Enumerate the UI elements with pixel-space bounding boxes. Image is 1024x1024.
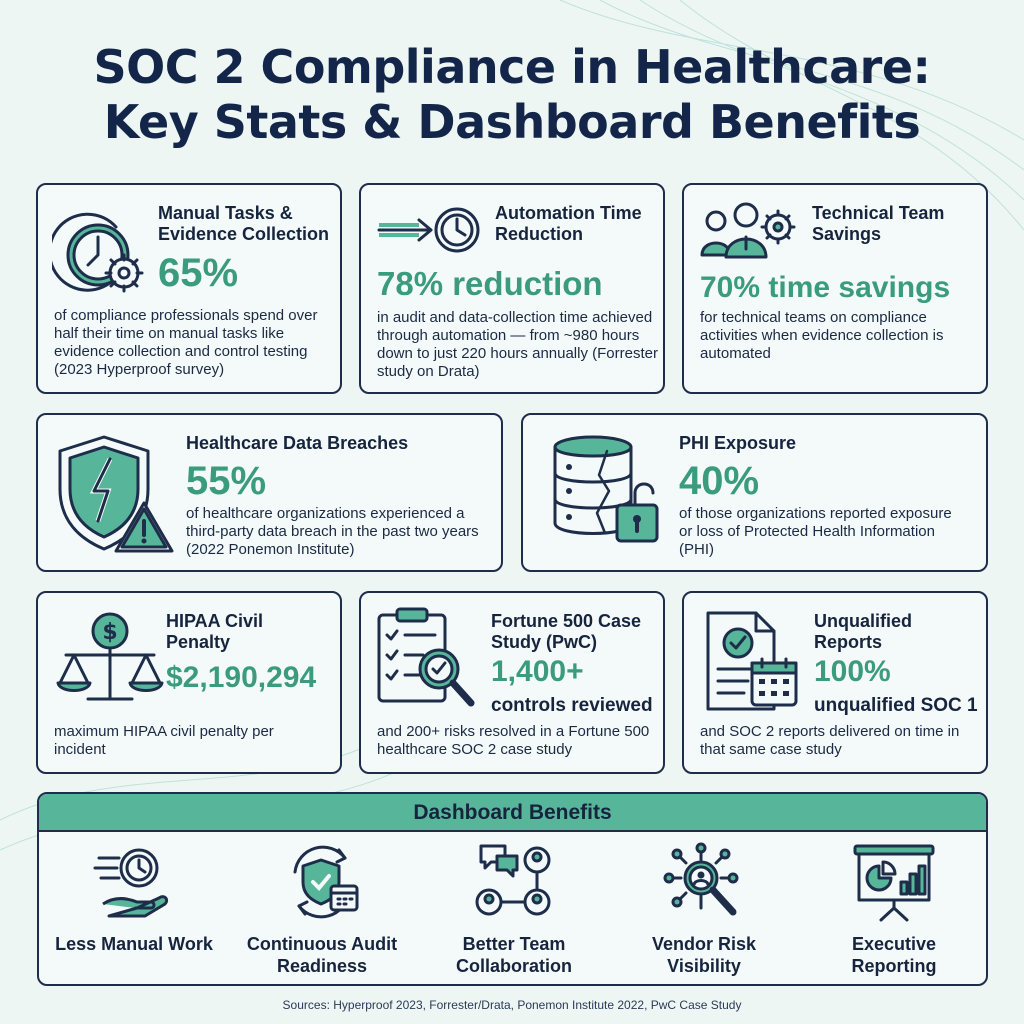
stat-description: of healthcare organizations experienced a third-party data breach in the past two years (2022 Ponemon Institute) bbox=[186, 505, 479, 558]
benefit-label: Vendor Risk Visibility bbox=[651, 934, 757, 976]
card-title: Automation Time Reduction bbox=[495, 203, 642, 244]
shield-cycle-icon bbox=[277, 842, 367, 922]
hand-clock-icon bbox=[89, 842, 179, 922]
benefit-less-manual-work bbox=[54, 842, 214, 955]
benefit-label: Executive Reporting bbox=[851, 934, 937, 976]
stat-value: 70% time savings bbox=[700, 271, 951, 304]
dashboard-benefits-title: Dashboard Benefits bbox=[39, 794, 986, 832]
stat-value: $2,190,294 bbox=[166, 661, 317, 694]
stat-description: in audit and data-collection time achieved through automation — from ~980 hours down to just 220 hours annually (Forrester study on Drata) bbox=[377, 309, 658, 380]
card-title: Manual Tasks & Evidence Collection bbox=[158, 203, 330, 244]
card-data-breaches bbox=[36, 413, 503, 572]
benefit-label: Continuous Audit Readiness bbox=[246, 934, 398, 976]
sources-footnote: Sources: Hyperproof 2023, Forrester/Drata, Ponemon Institute 2022, PwC Case Study bbox=[282, 998, 742, 1012]
stat-value: 1,400+ bbox=[491, 655, 584, 688]
stat-value: 55% bbox=[186, 459, 267, 503]
benefit-label: Better Team Collaboration bbox=[456, 934, 572, 976]
card-technical-team bbox=[682, 183, 988, 394]
network-magnifier-icon bbox=[659, 842, 749, 922]
stat-description: and SOC 2 reports delivered on time in that same case study bbox=[700, 723, 960, 758]
stat-value: 40% bbox=[679, 459, 760, 503]
dashboard-benefits-panel bbox=[37, 792, 988, 986]
card-unqualified-reports bbox=[682, 591, 988, 774]
benefit-vendor-risk-visibility bbox=[624, 842, 784, 977]
benefit-better-team-collaboration bbox=[434, 842, 594, 977]
scale-dollar-icon bbox=[52, 611, 168, 709]
benefit-executive-reporting bbox=[814, 842, 974, 977]
team-chat-icon bbox=[469, 842, 559, 922]
presentation-board-icon bbox=[849, 842, 939, 922]
stopwatch-gear-icon bbox=[52, 203, 162, 303]
shield-warning-icon bbox=[50, 429, 180, 559]
database-lock-icon bbox=[549, 433, 663, 551]
stat-value: 78% reduction bbox=[377, 265, 603, 302]
team-gear-icon bbox=[696, 199, 800, 261]
svg-text:$: $ bbox=[102, 620, 118, 645]
card-title: Fortune 500 Case Study (PwC) bbox=[491, 611, 642, 652]
stat-value: 65% bbox=[158, 251, 239, 295]
card-title: Technical Team Savings bbox=[812, 203, 945, 244]
benefit-continuous-audit-readiness bbox=[242, 842, 402, 977]
card-manual-tasks bbox=[36, 183, 342, 394]
card-title: PHI Exposure bbox=[679, 433, 797, 453]
stat-description: of those organizations reported exposure or loss of Protected Health Information (PHI) bbox=[679, 505, 952, 558]
card-hipaa-penalty bbox=[36, 591, 342, 774]
card-automation bbox=[359, 183, 665, 394]
stat-description: of compliance professionals spend over half their time on manual tasks like evidence collection and control testing (2023 Hyperproof survey) bbox=[54, 307, 318, 378]
card-title: Unqualified Reports bbox=[814, 611, 912, 652]
document-calendar-icon bbox=[702, 607, 802, 717]
benefit-label: Less Manual Work bbox=[55, 934, 213, 954]
stat-subtitle: controls reviewed bbox=[491, 695, 653, 716]
stat-subtitle: unqualified SOC 1 bbox=[814, 695, 978, 716]
card-fortune-500 bbox=[359, 591, 665, 774]
stat-description: and 200+ risks resolved in a Fortune 500 healthcare SOC 2 case study bbox=[377, 723, 650, 758]
stat-value: 100% bbox=[814, 655, 891, 688]
stat-description: for technical teams on compliance activities when evidence collection is automated bbox=[700, 309, 944, 362]
page-title: SOC 2 Compliance in Healthcare: Key Stats & Dashboard Benefits bbox=[93, 40, 931, 149]
card-title: Healthcare Data Breaches bbox=[186, 433, 409, 453]
card-phi-exposure bbox=[521, 413, 988, 572]
card-title: HIPAA Civil Penalty bbox=[166, 611, 264, 652]
arrow-clock-icon bbox=[375, 205, 481, 255]
checklist-magnifier-icon bbox=[373, 605, 483, 715]
stat-description: maximum HIPAA civil penalty per incident bbox=[54, 723, 274, 758]
